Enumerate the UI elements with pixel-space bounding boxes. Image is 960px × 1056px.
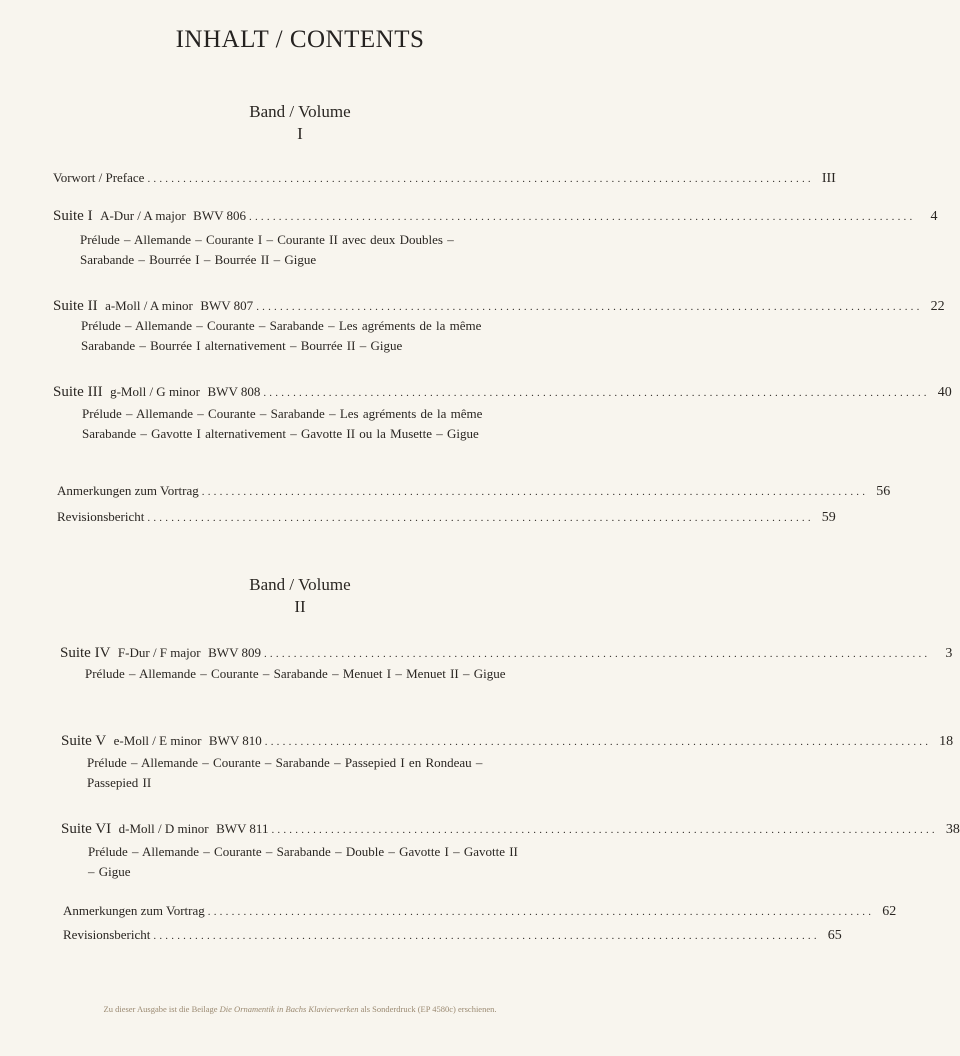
leader-dots: ................................................................................................................ [271,824,938,836]
suite-bwv: BWV 809 [208,645,261,660]
toc-entry-label: Vorwort / Preface [53,170,145,185]
volume-1-heading [0,101,600,145]
volume-2-heading [0,574,600,618]
volume-2-heading-label: Band / Volume [249,575,351,594]
footnote [0,1004,600,1014]
toc-entry-notes-vol-1[interactable] [57,483,891,500]
suite-bwv: BWV 808 [207,384,261,399]
toc-entry-label [53,298,253,315]
toc-page-number: 65 [827,928,842,943]
toc-entry-label [60,645,261,662]
toc-page-number: 4 [930,209,938,224]
toc-entry-preface[interactable] [53,170,836,187]
toc-entry-suite-4[interactable] [60,645,953,662]
footnote-text-after: als Sonderdruck (EP 4580c) erschienen. [360,1004,497,1014]
leader-dots: ................................................................................................................ [249,211,916,223]
toc-page-number: 22 [930,299,945,314]
toc-entry-report-vol-1[interactable] [57,509,836,526]
toc-entry-label: Anmerkungen zum Vortrag [57,483,199,498]
suite-key: d-Moll / D minor [118,821,209,836]
toc-entry-suite-3[interactable] [53,384,952,401]
suite-2-movements: Prélude – Allemande – Courante – Sarabande – Les agréments de la même Sarabande – Bourrée I alternativement – Bourrée II – Gigue [81,318,482,353]
toc-entry-report-vol-2[interactable] [63,927,842,944]
toc-entry-label: Revisionsbericht [57,509,145,524]
suite-name: Suite II [53,298,98,314]
suite-4-movements: Prélude – Allemande – Courante – Sarabande – Menuet I – Menuet II – Gigue [85,666,506,681]
suite-6-movements: Prélude – Allemande – Courante – Sarabande – Double – Gavotte I – Gavotte II – Gigue [88,844,518,879]
toc-entry-label [53,208,246,225]
suite-bwv: BWV 807 [200,298,254,313]
leader-dots: ................................................................................................................ [207,906,875,918]
leader-dots: ................................................................................................................ [147,173,814,185]
toc-page-number: 3 [945,646,953,661]
volume-2-heading-number: II [294,597,306,616]
toc-page-number: 59 [821,510,836,525]
toc-entry-suite-5[interactable] [61,733,954,750]
toc-entry-suite-6[interactable] [61,821,960,838]
page-title: INHALT / CONTENTS [175,26,425,53]
toc-entry-label [61,821,268,838]
suite-key: F-Dur / F major [117,645,201,660]
leader-dots: ................................................................................................................ [201,486,869,498]
toc-entry-label [61,733,262,750]
suite-key: a-Moll / A minor [105,298,193,313]
footnote-text-before: Zu dieser Ausgabe ist die Beilage [103,1004,218,1014]
suite-name: Suite VI [61,821,112,837]
leader-dots: ................................................................................................................ [147,512,814,524]
toc-entry-label: Anmerkungen zum Vortrag [63,903,205,918]
leader-dots: ................................................................................................................ [256,301,923,313]
footnote-title: Die Ornamentik in Bachs Klavierwerken [219,1004,359,1014]
leader-dots: ................................................................................................................ [263,648,931,660]
toc-page-number: III [821,171,836,186]
toc-entry-suite-1[interactable] [53,208,938,225]
toc-page-number: 40 [937,385,952,400]
leader-dots: ................................................................................................................ [263,387,930,399]
toc-entry-label [53,384,260,401]
suite-bwv: BWV 806 [193,208,247,223]
toc-entry-label: Revisionsbericht [63,927,151,942]
toc-page-number: 18 [939,734,954,749]
toc-entry-notes-vol-2[interactable] [63,903,897,920]
suite-key: e-Moll / E minor [113,733,202,748]
toc-entry-suite-2[interactable] [53,298,945,315]
suite-name: Suite III [53,384,103,400]
toc-page-number: 38 [945,822,960,837]
suite-5-movements: Prélude – Allemande – Courante – Sarabande – Passepied I en Rondeau – Passepied II [87,755,483,790]
leader-dots: ................................................................................................................ [153,930,820,942]
suite-name: Suite IV [60,645,111,661]
volume-1-heading-number: I [297,124,303,143]
volume-1-heading-label: Band / Volume [249,102,351,121]
suite-bwv: BWV 811 [216,821,269,836]
suite-name: Suite I [53,208,93,224]
suite-3-movements: Prélude – Allemande – Courante – Sarabande – Les agréments de la même Sarabande – Gavotte I alternativement – Gavotte II ou la Musette – Gigue [82,406,483,441]
toc-page-number: 62 [882,904,897,919]
suite-key: g-Moll / G minor [110,384,200,399]
suite-1-movements: Prélude – Allemande – Courante I – Courante II avec deux Doubles – Sarabande – Bourrée I – Bourrée II – Gigue [80,232,454,267]
suite-name: Suite V [61,733,107,749]
suite-key: A-Dur / A major [100,208,186,223]
leader-dots: ................................................................................................................ [264,736,932,748]
suite-bwv: BWV 810 [208,733,262,748]
toc-page-number: 56 [876,484,891,499]
